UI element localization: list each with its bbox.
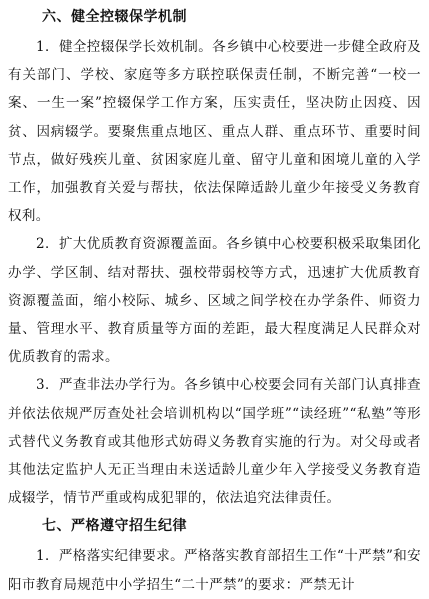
paragraph-dropout-control: 1．健全控辍保学长效机制。各乡镇中心校要进一步健全政府及有关部门、学校、家庭等多方联控联保责任制，不断完善“一校一案、一生一案”控辍保学工作方案，压实责任，坚决防止因疫、因贫、因病辍学。要聚焦重点地区、重点人群、重点环节、重要时间节点，做好残疾儿童、贫困家庭儿童、留守儿童和困境儿童的入学工作，加强教育关爱与帮扶，依法保障适龄儿童少年接受义务教育权利。 xyxy=(8,39,421,225)
paragraph-discipline-requirements: 1．严格落实纪律要求。严格落实教育部招生工作“十严禁”和安阳市教育局规范中小学招生“二十严禁”的要求：严禁无计 xyxy=(8,548,421,593)
paragraph-quality-resources: 2．扩大优质教育资源覆盖面。各乡镇中心校要积极采取集团化办学、学区制、结对帮扶、强校带弱校等方式，迅速扩大优质教育资源覆盖面，缩小校际、城乡、区域之间学校在办学条件、师资力量、管理水平、教育质量等方面的差距，最大程度满足人民群众对优质教育的需求。 xyxy=(8,236,421,366)
section-heading-6: 六、健全控辍保学机制 xyxy=(42,9,187,25)
paragraph-illegal-schools: 3．严查非法办学行为。各乡镇中心校要会同有关部门认真排查并依法依规严厉查处社会培训机构以“国学班”“读经班”“私塾”等形式替代义务教育或其他形式妨碍义务教育实施的行为。对父母或者其他法定监护人无正当理由未送适龄儿童少年入学接受义务教育造成辍学，情节严重或构成犯罪的，依法追究法律责任。 xyxy=(8,377,421,507)
section-heading-7: 七、严格遵守招生纪律 xyxy=(42,518,187,535)
